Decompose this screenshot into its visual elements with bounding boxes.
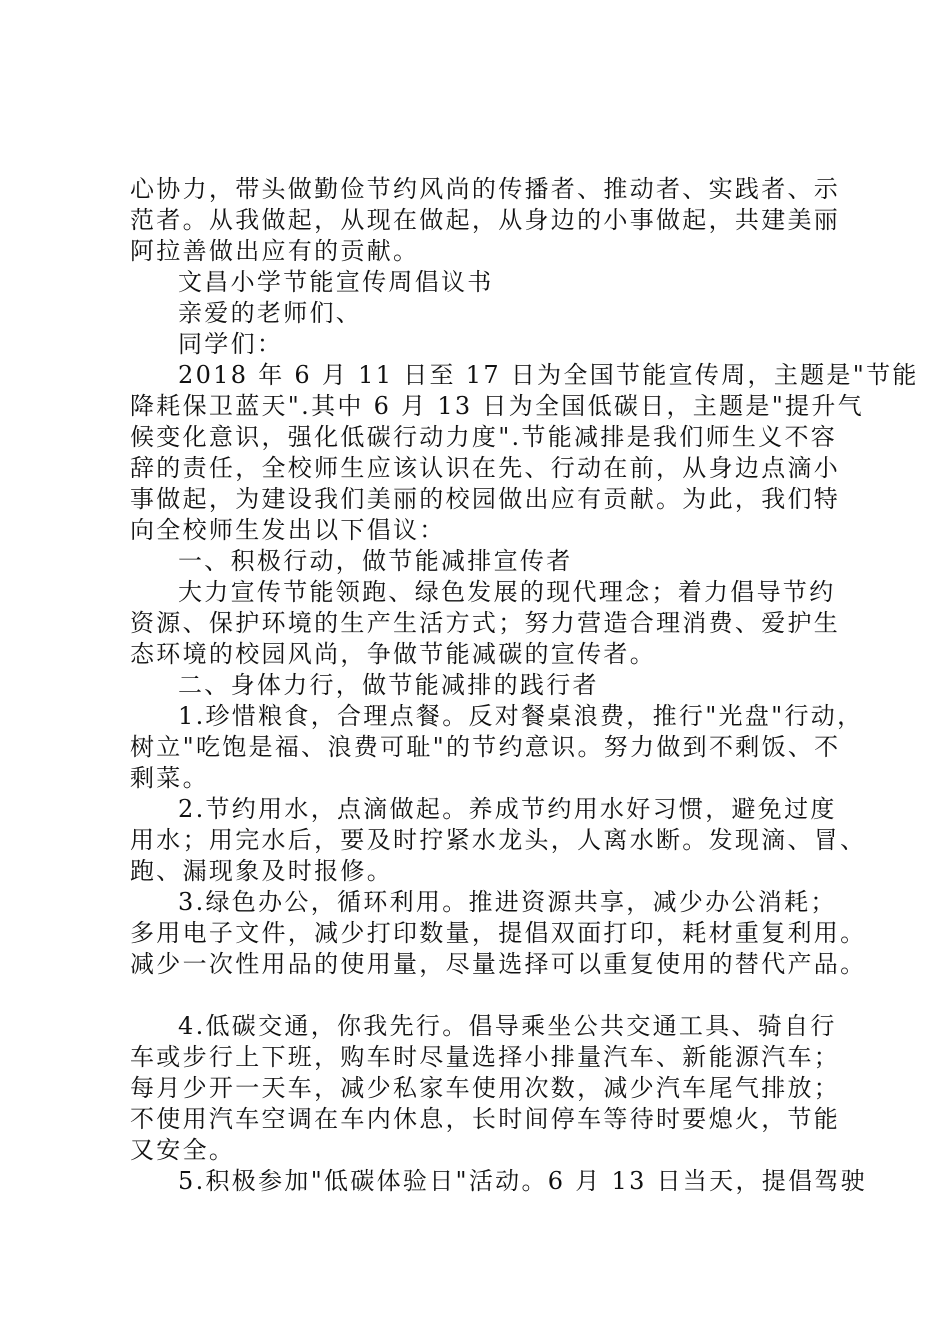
list-item-line: 5.积极参加"低碳体验日"活动。6 月 13 日当天，提倡驾驶 — [178, 1167, 867, 1195]
paragraph-line: 不使用汽车空调在车内休息，长时间停车等待时要熄火，节能 — [130, 1105, 841, 1133]
document-title: 文昌小学节能宣传周倡议书 — [178, 268, 494, 296]
list-item-line: 4.低碳交通，你我先行。倡导乘坐公共交通工具、骑自行 — [178, 1012, 837, 1040]
paragraph-line: 候变化意识，强化低碳行动力度".节能减排是我们师生义不容 — [130, 423, 838, 451]
blank-line — [130, 980, 830, 1011]
paragraph-line: 范者。从我做起，从现在做起，从身边的小事做起，共建美丽 — [130, 206, 841, 234]
section-heading: 一、积极行动，做节能减排宣传者 — [178, 547, 573, 575]
salutation-line: 同学们： — [178, 330, 284, 358]
paragraph-line: 跑、漏现象及时报修。 — [130, 857, 393, 885]
paragraph-line: 树立"吃饱是福、浪费可耻"的节约意识。努力做到不剩饭、不 — [130, 733, 841, 761]
paragraph-line: 车或步行上下班，购车时尽量选择小排量汽车、新能源汽车； — [130, 1043, 841, 1071]
paragraph-line: 资源、保护环境的生产生活方式；努力营造合理消费、爱护生 — [130, 609, 841, 637]
paragraph-line: 态环境的校园风尚，争做节能减碳的宣传者。 — [130, 640, 656, 668]
list-item-line: 1.珍惜粮食，合理点餐。反对餐桌浪费，推行"光盘"行动， — [178, 702, 864, 730]
list-item-line: 3.绿色办公，循环利用。推进资源共享，减少办公消耗； — [178, 888, 837, 916]
paragraph-line: 心协力，带头做勤俭节约风尚的传播者、推动者、实践者、示 — [130, 175, 841, 203]
paragraph-line: 降耗保卫蓝天".其中 6 月 13 日为全国低碳日，主题是"提升气 — [130, 392, 864, 420]
paragraph-line: 大力宣传节能领跑、绿色发展的现代理念；着力倡导节约 — [178, 578, 836, 606]
paragraph-line: 又安全。 — [130, 1136, 236, 1164]
paragraph-line: 用水；用完水后，要及时拧紧水龙头，人离水断。发现滴、冒、 — [130, 826, 867, 854]
paragraph-line: 2018 年 6 月 11 日至 17 日为全国节能宣传周，主题是"节能 — [178, 361, 919, 389]
document-body — [130, 174, 919, 1197]
salutation-line: 亲爱的老师们、 — [178, 299, 363, 327]
paragraph-line: 辞的责任，全校师生应该认识在先、行动在前，从身边点滴小 — [130, 454, 841, 482]
list-item-line: 2.节约用水，点滴做起。养成节约用水好习惯，避免过度 — [178, 795, 837, 823]
paragraph-line: 向全校师生发出以下倡议： — [130, 516, 446, 544]
paragraph-line: 剩菜。 — [130, 764, 209, 792]
paragraph-line: 每月少开一天车，减少私家车使用次数，减少汽车尾气排放； — [130, 1074, 841, 1102]
paragraph-line: 减少一次性用品的使用量，尽量选择可以重复使用的替代产品。 — [130, 950, 867, 978]
paragraph-line: 阿拉善做出应有的贡献。 — [130, 237, 420, 265]
section-heading: 二、身体力行，做节能减排的践行者 — [178, 671, 599, 699]
paragraph-line: 多用电子文件，减少打印数量，提倡双面打印，耗材重复利用。 — [130, 919, 867, 947]
paragraph-line: 事做起，为建设我们美丽的校园做出应有贡献。为此，我们特 — [130, 485, 841, 513]
